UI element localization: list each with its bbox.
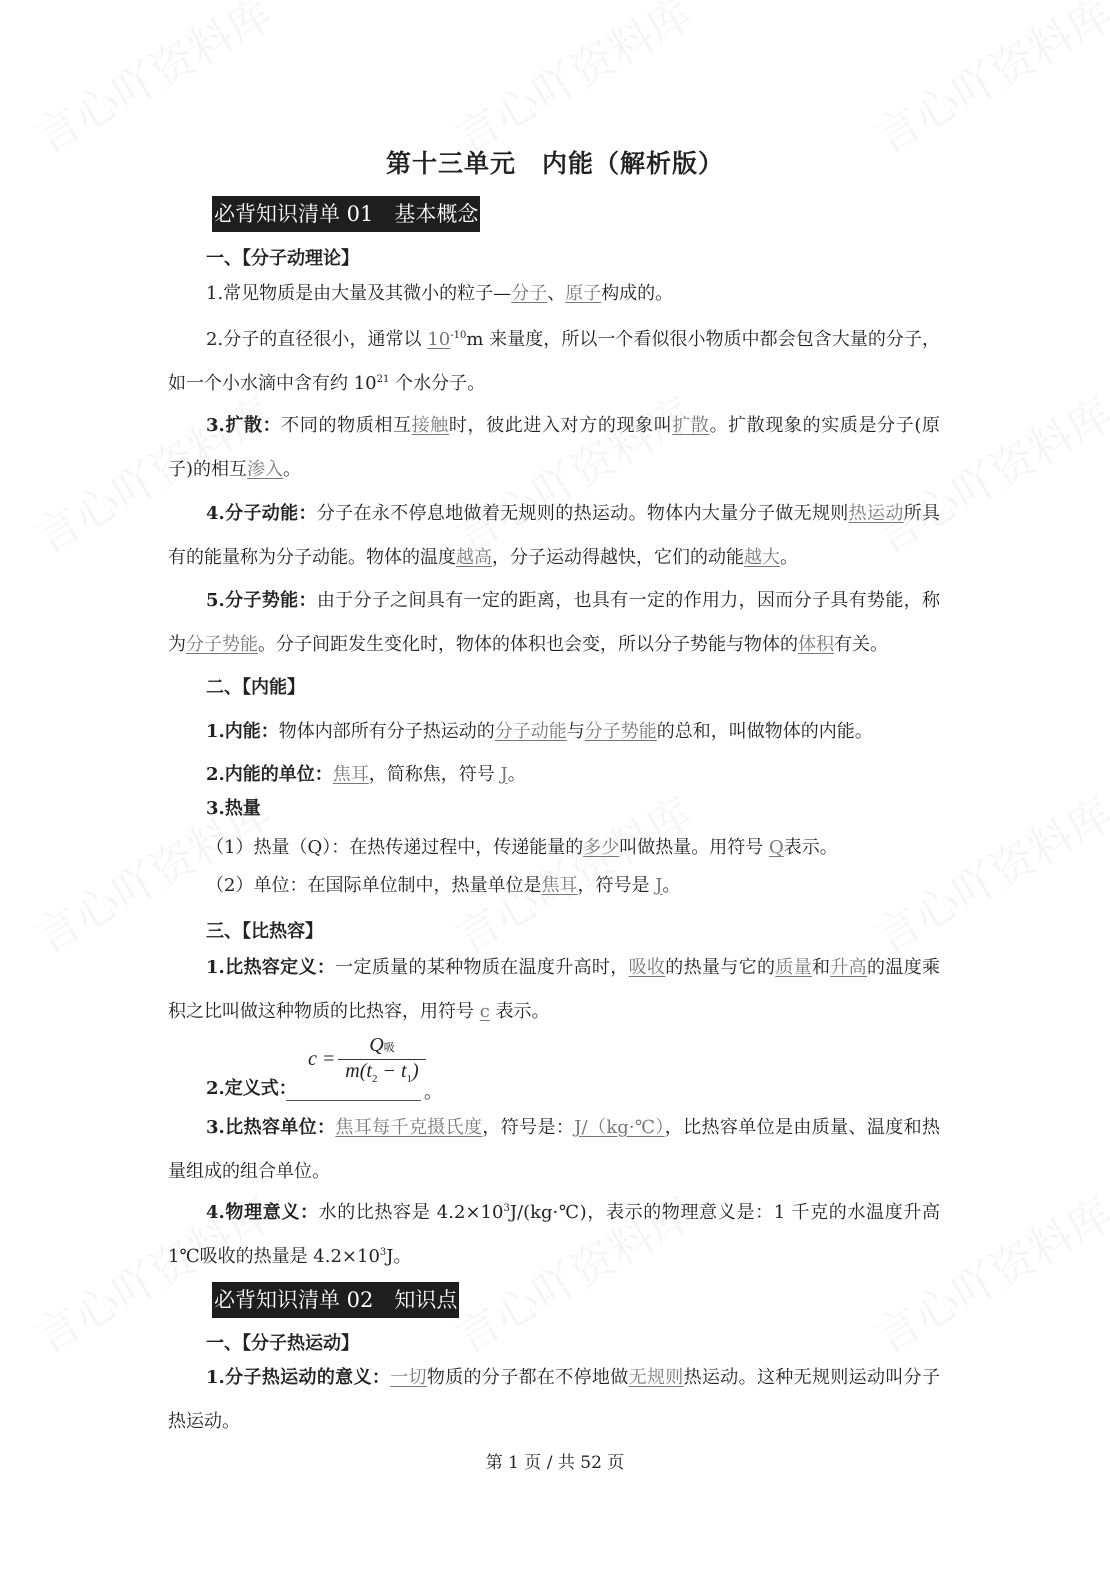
text: 表示。	[489, 1001, 550, 1022]
watermark	[442, 0, 703, 166]
superscript: -10	[450, 330, 467, 341]
text: 的总和，叫做物体的内能。	[656, 721, 873, 742]
watermark	[862, 0, 1110, 166]
text: 与	[566, 721, 585, 742]
answer-fill: 扩散	[672, 415, 710, 436]
text: ，比热容单位是由质量、温度和热量组成的组合单位。	[168, 1117, 940, 1182]
formula-numerator: Q吸	[338, 1034, 426, 1060]
text: 二、【内能】	[206, 677, 305, 698]
answer-fill: 分子	[511, 283, 548, 304]
text: 不同的物质相互	[281, 415, 412, 436]
text: 。	[780, 547, 798, 568]
section-banner	[212, 1282, 459, 1318]
text: 。	[507, 764, 526, 785]
answer-fill: J/（kg·℃）	[574, 1117, 665, 1138]
term-label: 3.热量	[206, 798, 261, 819]
formula-period: 。	[424, 1082, 442, 1103]
paragraph	[206, 864, 978, 908]
text: 有关。	[834, 634, 888, 655]
answer-fill: 越大	[744, 547, 780, 568]
paragraph	[168, 1191, 940, 1279]
paragraph	[168, 787, 940, 831]
superscript: 21	[376, 374, 390, 385]
answer-fill: 渗入	[247, 459, 284, 480]
answer-fill: 分子势能	[584, 721, 657, 742]
answer-fill: 多少	[583, 837, 620, 858]
term-label: 4.分子动能：	[206, 503, 317, 524]
text: m 来量度，所以一个看似很小物质中都会包含大量的分子，如一个小水滴中含有约 10	[168, 329, 940, 394]
answer-fill: 一切	[390, 1367, 427, 1388]
answer-fill: 热运动	[848, 503, 904, 524]
answer-fill: 焦耳	[332, 764, 369, 785]
answer-fill: 质量	[775, 957, 812, 978]
text: 由于分子之间具有一定的距离，也具有一定的作用力，因而分子具有势能，称为	[168, 590, 940, 655]
superscript: 3	[503, 1203, 510, 1214]
text: 必背知识清单 01 基本概念	[214, 202, 479, 226]
formula-denominator: $m(t_2 - t_1)$	[345, 1060, 419, 1085]
text: 热运动。这种无规则运动叫分子热运动。	[168, 1367, 941, 1432]
text: 一、【分子热运动】	[206, 1333, 359, 1354]
section-banner	[212, 196, 480, 232]
text: 物体内部所有分子热运动的	[278, 721, 495, 742]
answer-fill: 体积	[798, 634, 834, 655]
paragraph	[168, 492, 940, 580]
text: 所具有的能量称为分子动能。物体的温度	[168, 503, 941, 568]
text: ，符号是	[577, 875, 656, 896]
paragraph	[168, 710, 940, 754]
answer-fill: 原子	[565, 283, 602, 304]
superscript: 3	[379, 1247, 387, 1258]
paragraph	[168, 946, 940, 1034]
text: 、	[547, 283, 566, 304]
answer-fill: 10	[427, 329, 451, 350]
term-label: 4.物理意义：	[206, 1202, 319, 1223]
text: 个水分子。	[389, 373, 486, 394]
paragraph	[168, 272, 940, 316]
page-title: 第十三单元 内能（解析版）	[385, 149, 724, 178]
text: 表示。	[783, 837, 838, 858]
formula-lhs: c =	[308, 1048, 336, 1070]
text: 水的比热容是 4.2×10	[318, 1202, 504, 1223]
watermark	[22, 0, 283, 166]
text: 。扩散现象的实质是分子(原子)的相互	[168, 415, 941, 480]
answer-fill: 吸收	[628, 957, 666, 978]
text: ，分子运动得越快，它们的动能	[492, 547, 744, 568]
text: 构成的。	[601, 283, 674, 304]
text: 时，彼此进入对方的现象叫	[448, 415, 673, 436]
text: 1.常见物质是由大量及其微小的粒子—	[206, 283, 512, 304]
answer-fill: J	[500, 764, 508, 785]
answer-fill: 越高	[456, 547, 492, 568]
text: （2）单位：在国际单位制中，热量单位是	[206, 875, 542, 896]
text: 叫做热量。用符号	[619, 837, 769, 858]
paragraph	[168, 404, 940, 492]
text: 的热量与它的	[665, 957, 776, 978]
term-label: 1.比热容定义：	[206, 957, 336, 978]
text: 分子在永不停息地做着无规则的热运动。物体内大量分子做无规则	[316, 503, 849, 524]
text: 的温度乘积之比叫做这种物质的比热容，用符号	[168, 957, 941, 1022]
text: ，简称焦，符号	[368, 764, 501, 785]
text: ，符号是：	[482, 1117, 575, 1138]
paragraph	[168, 318, 940, 406]
text: 。分子间距发生变化时，物体的体积也会变，所以分子势能与物体的	[258, 634, 798, 655]
formula-fraction	[338, 1034, 426, 1085]
term-label: 3.扩散：	[206, 415, 282, 436]
section-heading	[206, 666, 978, 710]
text: 必背知识清单 02 知识点	[214, 1288, 458, 1312]
answer-fill: 升高	[830, 957, 868, 978]
text: 。	[662, 875, 681, 896]
term-label: 2.内能的单位：	[206, 764, 333, 785]
answer-fill: 无规则	[628, 1367, 684, 1388]
term-label: 1.内能：	[206, 721, 279, 742]
text: J。	[386, 1246, 412, 1267]
answer-fill: 分子动能	[494, 721, 567, 742]
answer-fill: c	[479, 1001, 490, 1022]
answer-fill: 分子势能	[186, 634, 258, 655]
term-label: 3.比热容单位：	[206, 1117, 336, 1138]
paragraph	[168, 1356, 940, 1444]
text: 一定质量的某种物质在温度升高时，	[335, 957, 629, 978]
text: 三、【比热容】	[206, 921, 323, 942]
answer-blank-line	[286, 1100, 421, 1101]
text: 物质的分子都在不停地做	[426, 1367, 629, 1388]
answer-fill: 焦耳每千克摄氏度	[335, 1117, 483, 1138]
answer-fill: 接触	[411, 415, 449, 436]
term-label: 5.分子势能：	[206, 590, 317, 611]
page-footer: 第 1 页 / 共 52 页	[485, 1453, 625, 1473]
paragraph	[168, 1106, 940, 1194]
text: 。	[283, 459, 302, 480]
answer-fill: J	[655, 875, 663, 896]
formula-label: 2.定义式：	[206, 1078, 297, 1099]
text: 一、【分子动理论】	[206, 248, 359, 269]
text: 2.分子的直径很小，通常以	[206, 329, 428, 350]
text: 和	[812, 957, 831, 978]
text: J/(kg·℃)，表示的物理意义是：1 千克的水温度升高 1℃吸收的热量是 4.2×10	[168, 1202, 940, 1267]
answer-fill: 焦耳	[541, 875, 578, 896]
text: （1）热量（Q）：在热传递过程中，传递能量的	[206, 837, 584, 858]
paragraph	[168, 579, 940, 667]
answer-fill: Q	[768, 837, 784, 858]
term-label: 1.分子热运动的意义：	[206, 1367, 391, 1388]
